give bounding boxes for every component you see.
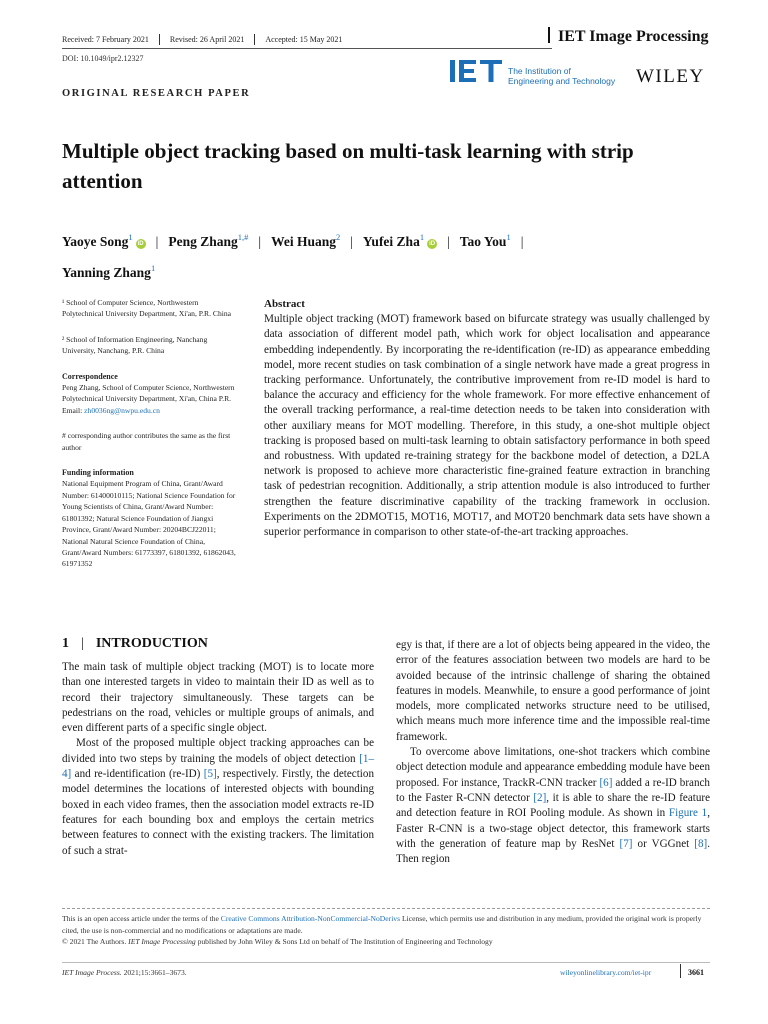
affiliation: ² School of Information Engineering, Nanchang University, Nanchang, P.R. China [62,334,208,356]
sidebar-info [62,297,240,584]
journal-name [548,27,709,46]
license-link[interactable]: Creative Commons Attribution-NonCommercial-NoDerivs [220,914,401,923]
citation-link[interactable]: [8] [694,837,708,850]
received-date: Received: 7 February 2021 [62,35,149,44]
abstract [264,297,710,540]
email-label: Email: [62,405,85,415]
revised-date: Revised: 26 April 2021 [169,35,245,44]
paragraph: To overcome above limitations, one-shot trackers which combine object detection module and appearance embedding module have been proposed. For instance, TrackR-CNN tracker [6] added a re-ID branch to the Faster R-CNN detector [2], it is able to share the re-ID feature and detection feature in ROI Pooling module. As shown in Figure 1, Faster R-CNN is a two-stage object detector, this framework starts with the generation of feature map by ResNet [7] or VGGnet [8]. Then region [396,746,710,866]
citation-link[interactable]: [5] [203,768,217,781]
author[interactable]: Yaoye Song$^1$iD [62,232,144,249]
doi[interactable]: DOI: 10.1049/ipr2.12327 [62,54,144,63]
journal-title: IET Image Processing [558,28,709,45]
journal-site-link[interactable]: wileyonlinelibrary.com/iet-ipr [560,968,652,977]
orcid-icon[interactable]: iD [429,241,436,247]
orcid-icon[interactable]: iD [137,241,144,247]
journal-divider [548,27,550,43]
page-number: 3661 [688,968,704,977]
citation-link[interactable]: [2] [533,791,547,804]
paragraph: The main task of multiple object tracking (MOT) is to locate more than one interested targets in video to maintain their ID as well as to record their trajectory simultaneously. These targets can be pedestrians on the road, vehicles or multiple groups of animals, and even different parts of a specific single object. [62,661,374,735]
bottom-rule [62,962,710,963]
affiliation: ¹ School of Computer Science, Northwestern Polytechnical University Department, Xi'an, P.R. China [62,298,232,319]
figure-link[interactable]: Figure 1 [668,807,708,820]
paper-type: ORIGINAL RESEARCH PAPER [62,88,251,99]
section-heading [62,636,208,652]
divider [254,34,255,45]
iet-logo-icon [448,58,508,84]
correspondence [62,371,240,417]
author[interactable]: Tao You$^1$ [459,232,511,249]
funding [62,467,240,570]
iet-name [508,66,615,86]
journal-citation: IET Image Process. 2021;15:3661–3673. [62,968,187,977]
accepted-date: Accepted: 15 May 2021 [265,35,343,44]
section-title: INTRODUCTION [95,636,208,651]
license-notice: This is an open access article under the terms of the Creative Commons Attribution-NonCommercial-NoDerivs License, which permits use and distribution in any medium, provided the original work is properly cited, the use is non-commercial and no modifications or adaptations are made. © 2021 The Authors. IET Image Processing published by John Wiley & Sons Ltd on behalf of The Institution of Engineering and Technology [62,914,702,946]
author[interactable]: Yufei Zha$^1$iD [362,232,436,249]
submission-dates [62,34,342,45]
paragraph: egy is that, if there are a lot of objects being appeared in the video, the error of the features association between two models are hard to be avoided because of the intrinsic challenge of sharing the obtained features in models. Meanwhile, to ensure a good performance of joint models, more complicated networks structure need to be utilised, which means much more inference time and the impossible real-time framework. [396,639,710,743]
header-rule [62,48,552,49]
iet-name-line1: The Institution of [508,66,571,76]
author-note: # corresponding author contributes the same as the first author [62,431,231,452]
email-link[interactable]: zh0036ng@nwpu.edu.cn [84,405,160,415]
iet-name-line2: Engineering and Technology [508,76,616,86]
paragraph: Most of the proposed multiple object tracking approaches can be divided into two steps by training the models of object detection [1–4] and re-identification (re-ID) [5], respectively. Firstly, the detection model determines the locations of interested objects with bounding boxed in each video frames, then the association model extracts re-ID features for each bounding box and employs the certain metrics between features to connect with the existing trackers. The limitation of such a strat- [62,737,374,857]
divider [680,964,681,978]
abstract-heading: Abstract [264,298,305,310]
funding-text: National Equipment Program of China, Grant/Award Number: 61400010115; National Science Foundation for Young Scientists of China, Grant/Award Number: 61801392; Natural Science Foundation of Jiangxi Province, Grant/Award Number: 20204BCJ22011; National Natural Science Foundation of China, Grant/Award Numbers: 61773397, 61801392, 61862043, 61971352 [62,479,236,569]
author[interactable]: Wei Huang$^2$ [271,232,341,249]
body-column-right [396,638,710,867]
citation-link[interactable]: [1–4] [62,752,374,781]
body-column-left [62,660,374,859]
citation-link[interactable]: [6] [599,776,613,789]
section-number: 1 [62,636,69,651]
publisher-logo: WILEY [636,66,705,87]
author-list: Yaoye Song$^1$iD | Peng Zhang$^{1,\#}$ | Wei Huang$^2$ | Yufei Zha$^1$iD | Tao You$^1$ | Yanning Zhang$^1$ [62,232,524,280]
citation-link[interactable]: [7] [619,837,633,850]
author[interactable]: Yanning Zhang$^1$ [62,263,156,280]
funding-heading: Funding information [62,468,134,478]
correspondence-text: Peng Zhang, School of Computer Science, Northwestern Polytechnical University Department, Xi'an, China P.R. [62,383,235,404]
abstract-text: Multiple object tracking (MOT) framework based on bifurcate strategy was usually challenged by data association of different model path, which work for object localisation and appearance embedding independently. By incorporating the re-identification (re-ID) as appearance embedding model, more recent studies on task combination of a single network have made a great progress in tracking performance. Unfortunately, the contributive improvement from re-ID model is hard to balance the accuracy and efficiency for the whole framework. For more effective enhancement of the overall tracking performance, a real-time detection needs to be taken into consideration with other auxiliary means for MOT modelling. Therefore, in this study, a one-shot multiple object tracking is proposed based on multi-task learning to obtain satisfactory performance in both speed and robustness. With updated re-training strategy for the backbone model of detection, a D2LA network is proposed to achieve more characteristic fine-grained feature extraction in branching task of pedestrian recognition. Additionally, a strip attention module is also introduced to further strengthen the feature discriminative capability of the tracking framework in occlusion. Experiments on the 2DMOT15, MOT16, MOT17, and MOT20 benchmark data sets have shown a superior performance in comparison to other state-of-the-art tracking approaches. [264,313,710,539]
section-divider: | [81,636,84,651]
correspondence-heading: Correspondence [62,371,118,381]
author[interactable]: Peng Zhang$^{1,\#}$ [168,232,249,249]
paper-title: Multiple object tracking based on multi-task learning with strip attention [62,139,634,193]
divider [159,34,160,45]
footer-rule [62,908,710,909]
